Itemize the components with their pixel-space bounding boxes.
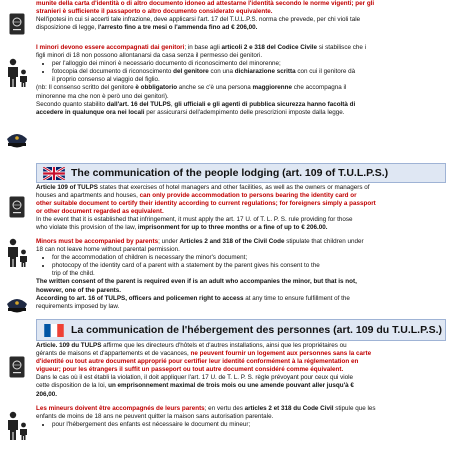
passport-icon: [2, 194, 32, 220]
it-note-bold: maggiorenne: [252, 84, 293, 92]
en-body-text: ; under: [158, 238, 180, 245]
parent-child-icon: [2, 58, 32, 88]
parent-child-icon: [2, 238, 32, 268]
en-tulps-bold: According to art. 16 of TULPS, officers and policemen right to access: [36, 294, 244, 302]
en-consent-rule: however, one of the parents.: [36, 286, 122, 294]
en-body-text: In the event that it is established that infringement, it must apply the art. 17 U. of T. L. P. S. rule providing for those: [36, 216, 353, 224]
en-minors-section: [0, 238, 450, 320]
it-minors-text-2: si stabilisce che i: [317, 44, 367, 51]
list-item: [52, 68, 446, 84]
it-minors-section: [0, 44, 450, 158]
en-penalty: imprisonment for up to three months or a fine of up to € 206.00.: [137, 224, 328, 232]
fr-article-ref: Article. 109 du TULPS: [36, 342, 102, 349]
it-minors-list: [36, 60, 446, 84]
en-body-text: who violate this provision of the law,: [36, 224, 138, 232]
fr-body-text: Dans le cas où il est établi la violation, il doit appliquer l'art. 17 U. de T. L. P. S. règle prévoyant pour ceux qui viole: [36, 374, 354, 382]
en-section-title: The communication of the people lodging (art. 109 of T.U.L.P.S.): [71, 167, 389, 179]
en-minors-list: [36, 254, 446, 278]
list-item-bold: del genitore: [173, 68, 209, 76]
fr-penalty: 206,00.: [36, 390, 58, 398]
it-penalty-text: Nell'ipotesi in cui si accerti tale infrazione, deve applicarsi l'art. 17 del T.U.L.P.S. norma che prevede, per chi violi tale: [36, 16, 361, 24]
it-note: minorenne ma che non è però uno dei genitori).: [36, 92, 169, 100]
it-tulps-text: ,: [170, 100, 175, 108]
en-article-ref: Article 109 of TULPS: [36, 184, 98, 191]
en-body-text: stipulate that children under: [284, 238, 364, 245]
fr-body-text: ; en vertu des: [204, 405, 245, 412]
parent-child-icon: [2, 411, 32, 441]
en-civil-code-ref: Articles 2 and 318 of the Civil Code: [179, 238, 285, 245]
it-minors-heading: I minori devono essere accompagnati dai genitori: [36, 44, 185, 51]
it-tulps-bold: accedere in qualunque ora nei locali: [36, 108, 145, 116]
en-consent-rule: The written consent of the parent is required even if is an adult who accompanies the minor, but that is not,: [36, 278, 357, 286]
list-item-text: for the accommodation of children is necessary the minor's document;: [52, 254, 248, 262]
it-penalty-text-2: disposizione di legge,: [36, 24, 98, 32]
en-body-text: 18 can not leave home without parental permission.: [36, 246, 180, 254]
it-penalty-amount: l'arresto fino a tre mesi o l'ammenda fino ad € 206,00.: [97, 24, 258, 32]
uk-flag-icon: [43, 167, 65, 180]
fr-body-text: stipule que les: [333, 405, 376, 412]
france-flag-icon: [43, 324, 65, 337]
fr-section-header: [36, 319, 446, 341]
fr-penalty: un emprisonnement maximal de trois mois ou une amende pouvant aller jusqu'à €: [108, 382, 354, 390]
passport-icon: [2, 12, 32, 36]
list-item-bold: dichiarazione scritta: [234, 68, 296, 76]
it-civil-code-ref: articoli 2 e 318 del Codice Civile: [221, 44, 318, 51]
fr-body-text: cette disposition de la loi,: [36, 382, 109, 390]
en-section-header: [36, 163, 446, 183]
it-note: anche se c'è una persona: [177, 84, 253, 92]
it-tulps-text: per assicurarsi dell'adempimento delle prescrizioni imposte dalla legge.: [144, 108, 345, 116]
list-item-text: per l'alloggio dei minori è necessario documento di riconoscimento del minorenne;: [52, 60, 281, 68]
list-item-text: il proprio consenso al viaggio del figlio.: [52, 76, 160, 84]
fr-body-text: affirme que les directeurs d'hôtels et d'autres installations, ainsi que les propriétaires ou: [101, 342, 347, 349]
en-body-text: requirements imposed by law.: [36, 302, 120, 310]
it-minors-text-3: figli minori di 18 non possono allontanarsi da casa senza il permesso dei genitori.: [36, 52, 263, 60]
list-item-text: fotocopia del documento di riconoscimento: [52, 68, 174, 76]
en-id-section: [0, 184, 450, 236]
list-item: [52, 254, 446, 262]
it-minors-text: ; in base agli: [184, 44, 222, 51]
police-hat-icon: [2, 126, 32, 154]
fr-id-rule: vigueur; pour les étrangers il suffit un passeport ou tout autre document considéré comme équivalent.: [36, 366, 344, 374]
police-hat-icon: [2, 294, 32, 316]
list-item: [52, 421, 446, 429]
en-body-text: at any time to ensure fulfillment of the: [243, 294, 350, 302]
it-note: (nb: Il consenso scritto del genitore: [36, 84, 136, 92]
fr-body-text: gérants de maisons et d'appartements et de vacances,: [36, 350, 191, 358]
fr-id-section: [0, 342, 450, 402]
list-item-text: con cui il genitore dà: [295, 68, 356, 76]
it-tulps-text: Secondo quanto stabilito: [36, 100, 107, 108]
en-id-rule: or other document regarded as equivalent.: [36, 208, 164, 216]
fr-minors-section: [0, 405, 450, 450]
it-id-rule-cont: stranieri è sufficiente il passaporto o altro documento considerato equivalente.: [36, 8, 273, 16]
fr-minors-list: [36, 421, 446, 429]
it-id-section: [0, 0, 450, 42]
en-id-rule: other suitable document to certify their identity according to current regulations; for foreigners simply a passport: [36, 200, 376, 208]
list-item-text: trip of the child.: [52, 270, 95, 278]
passport-icon: [2, 354, 32, 380]
fr-minors-heading: Les mineurs doivent être accompagnés de leurs parents: [36, 405, 205, 412]
fr-id-rule: d'identité ou tout autre document approprié pour certifier leur identité conformément à la réglementation en: [36, 358, 359, 366]
list-item: [52, 262, 446, 278]
it-tulps-bold: gli ufficiali e gli agenti di pubblica sicurezza hanno facoltà di: [174, 100, 356, 108]
fr-section-title: La communication de l'hébergement des personnes (art. 109 du T.U.L.P.S.): [71, 324, 443, 336]
list-item: [52, 60, 446, 68]
it-note: che accompagna il: [292, 84, 347, 92]
fr-civil-code-ref: articles 2 et 318 du Code Civil: [244, 405, 334, 412]
it-tulps-bold: dall'art. 16 del TULPS: [106, 100, 171, 108]
it-note-bold: è obbligatorio: [135, 84, 178, 92]
en-minors-heading: Minors must be accompanied by parents: [36, 238, 159, 245]
list-item-text: photocopy of the identity card of a parent with a statement by the parent gives his consent to the: [52, 262, 320, 270]
list-item-text: con una: [208, 68, 235, 76]
en-body-text: houses and apartments and houses,: [36, 192, 140, 200]
it-id-rule: munite della carta d'identità o di altro documento idoneo ad attestarne l'identità secondo le norme vigenti; per gli: [36, 0, 375, 7]
fr-body-text: enfants de moins de 18 ans ne peuvent quitter la maison sans autorisation parentale.: [36, 413, 274, 421]
list-item-text: pour l'hébergement des enfants est nécessaire le document du mineur;: [52, 421, 251, 429]
en-id-rule: can only provide accommodation to persons bearing the identity card or: [139, 192, 357, 200]
en-body-text: states that exercises of hotel managers and other facilities, as well as the owners or managers of: [97, 184, 370, 191]
fr-id-rule: ne peuvent fournir un logement aux personnes sans la carte: [190, 350, 372, 358]
